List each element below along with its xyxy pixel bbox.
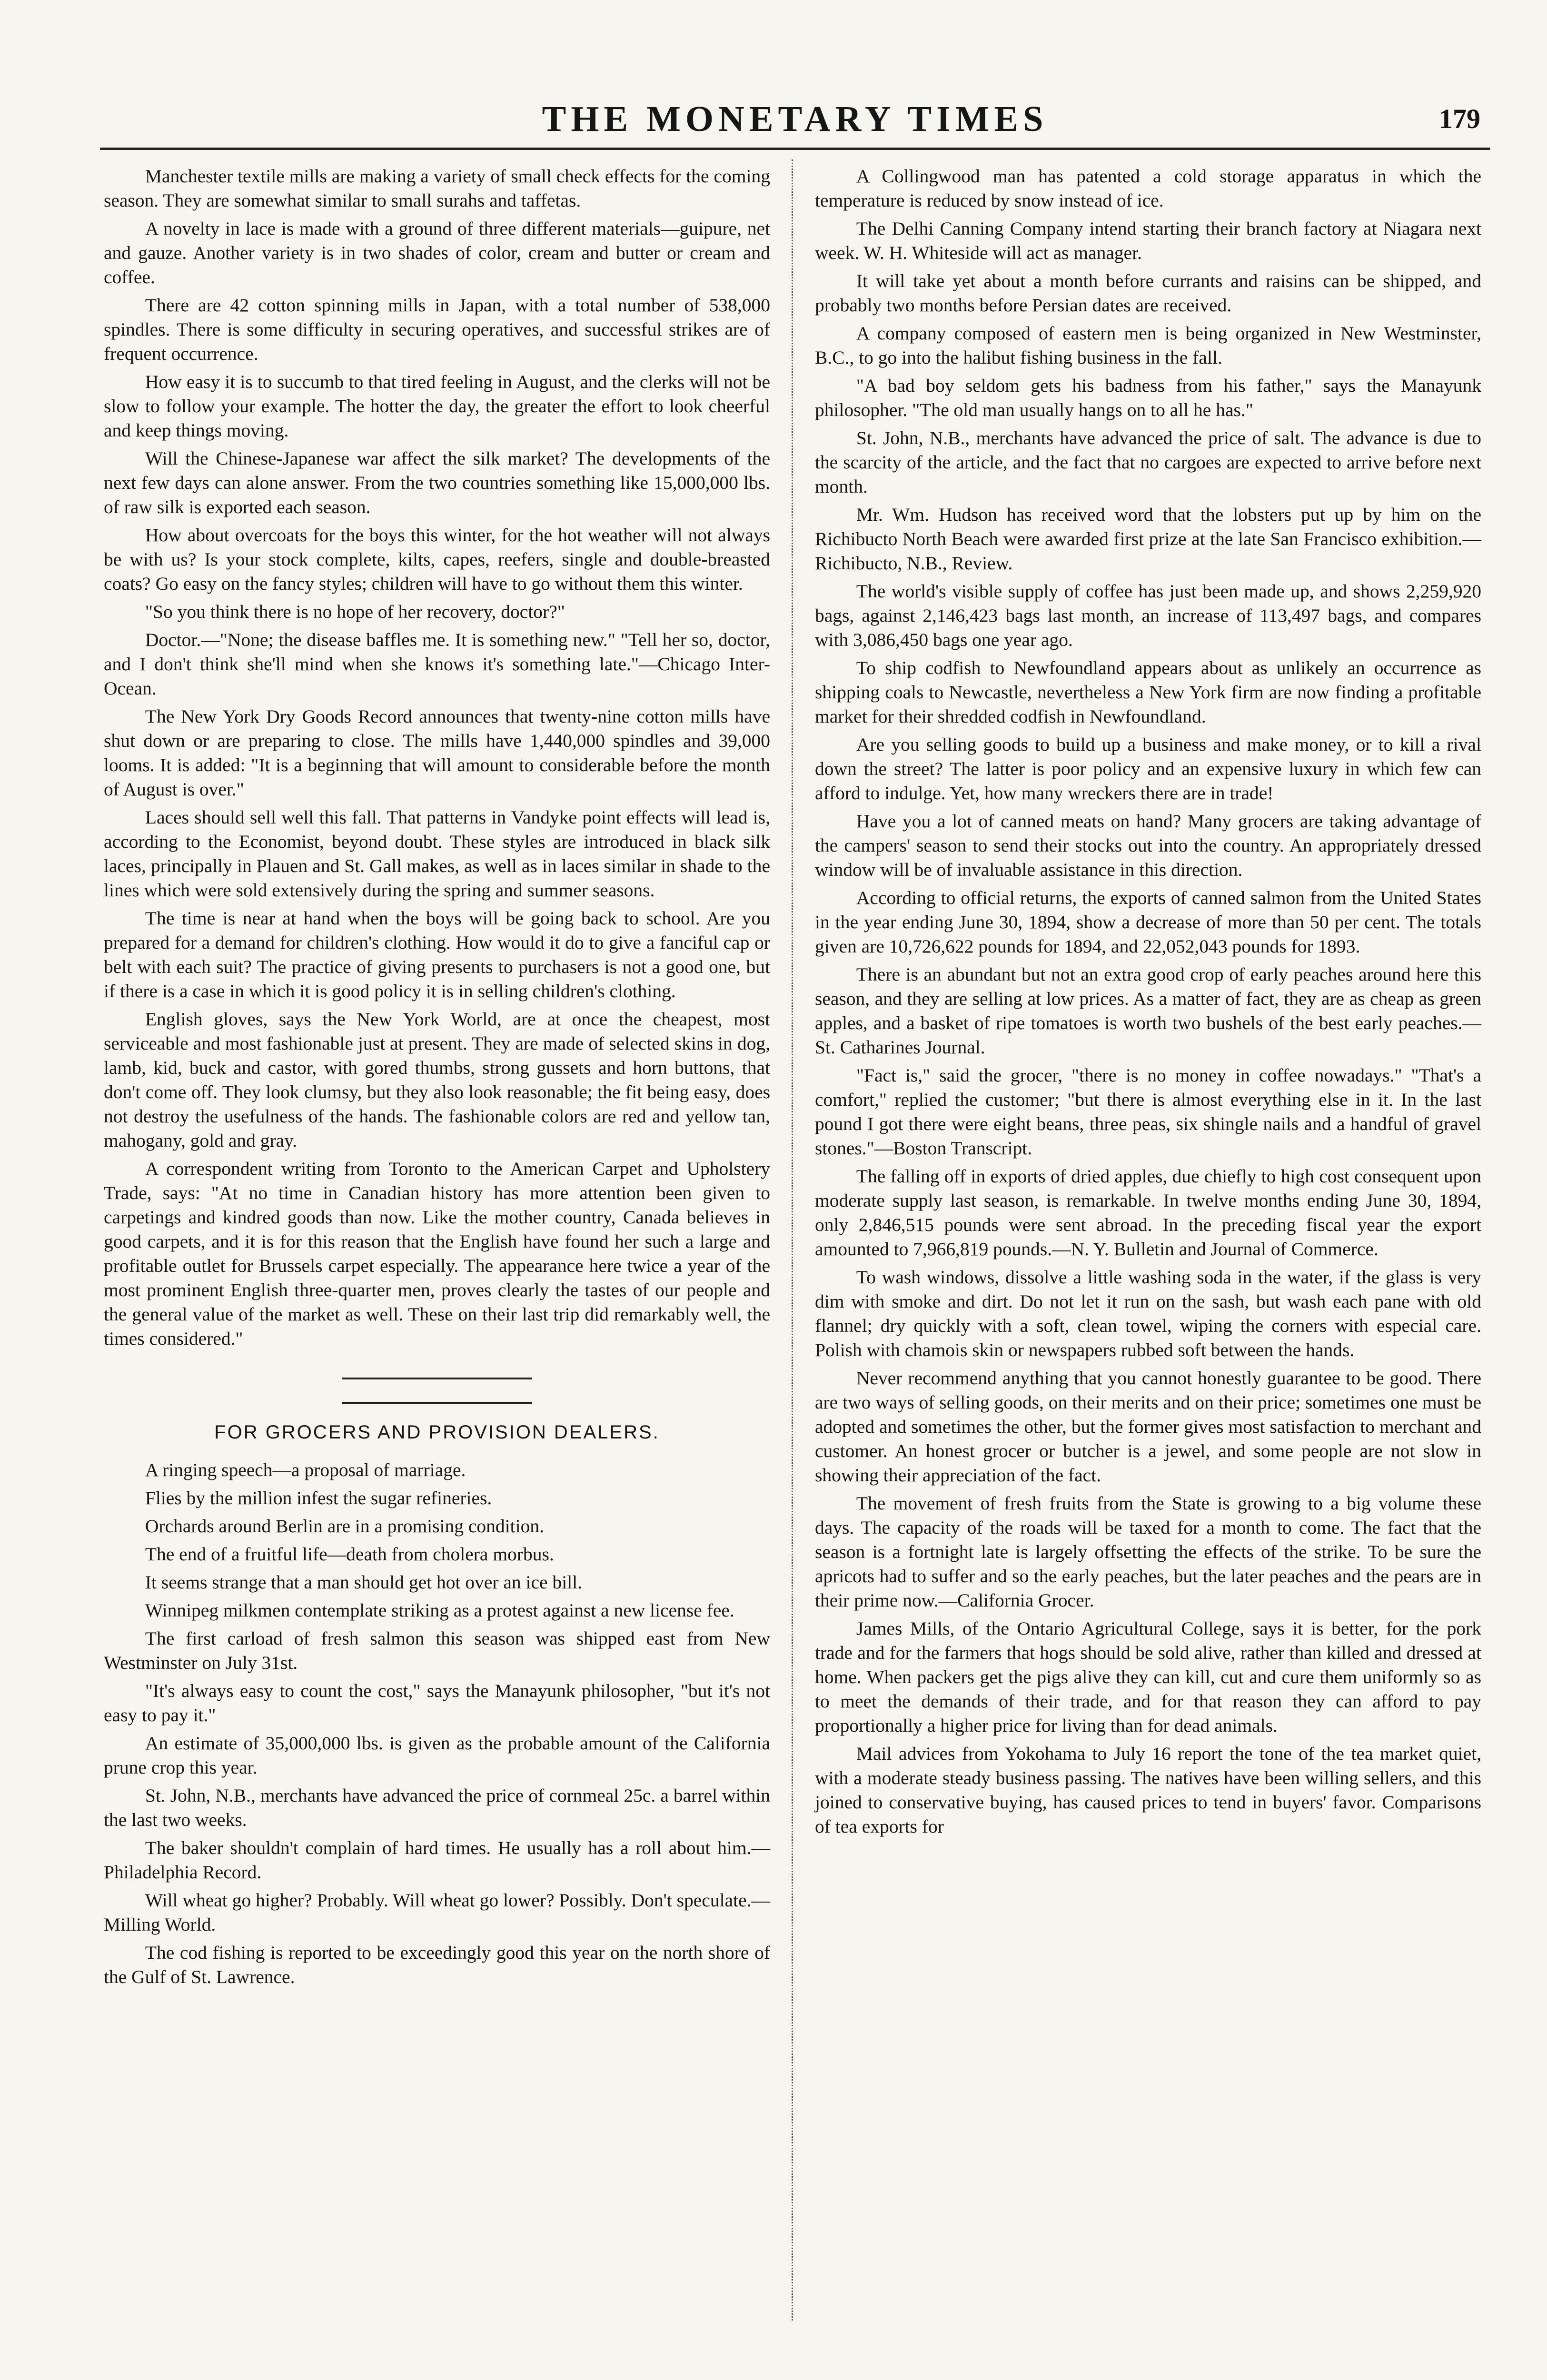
paragraph: Have you a lot of canned meats on hand? Many grocers are taking advantage of the campers' season to send their stocks out into the country. An appropriately dressed window will be of invaluable assistance in this direction.	[815, 811, 1481, 880]
paragraph: Will the Chinese-Japanese war affect the silk market? The developments of the next few days can alone answer. From the two countries something like 15,000,000 lbs. of raw silk is exported each season.	[104, 448, 770, 517]
left-column	[104, 164, 770, 1993]
paragraph: English gloves, says the New York World, are at once the cheapest, most serviceable and most fashionable just at present. They are made of selected skins in dog, lamb, kid, buck and castor, with gored thumbs, strong gussets and horn buttons, that don't come off. They look clumsy, but they also look reasonable; the fit being easy, does not destroy the usefulness of the hands. The fashionable colors are red and yellow tan, mahogany, gold and gray.	[104, 1009, 770, 1151]
paragraph: According to official returns, the exports of canned salmon from the United States in the year ending June 30, 1894, show a decrease of more than 50 per cent. The totals given are 10,726,622 pounds for 1894, and 22,052,043 pounds for 1893.	[815, 887, 1481, 957]
paragraph: Mail advices from Yokohama to July 16 report the tone of the tea market quiet, with a moderate steady business passing. The natives have been willing sellers, and this joined to conservative buying, has caused prices to tend in buyers' favor. Comparisons of tea exports for	[815, 1743, 1481, 1837]
paragraph: Never recommend anything that you cannot honestly guarantee to be good. There are two ways of selling goods, on their merits and on their price; sometimes one must be adopted and sometimes the other, but the former gives most satisfaction to merchant and customer. An honest grocer or butcher is a jewel, and some people are not slow in showing their appreciation of the fact.	[815, 1368, 1481, 1486]
paragraph: Manchester textile mills are making a variety of small check effects for the coming season. They are somewhat similar to small surahs and taffetas.	[104, 166, 770, 211]
paragraph: There are 42 cotton spinning mills in Japan, with a total number of 538,000 spindles. There is some difficulty in securing operatives, and successful strikes are of frequent occurrence.	[104, 295, 770, 364]
paragraph: The movement of fresh fruits from the State is growing to a big volume these days. The capacity of the roads will be taxed for a month to come. The fact that the season is a fortnight late is largely offsetting the effects of the strike. To be sure the apricots had to suffer and so the early peaches, but the later peaches and the pears are in their prime now.—California Grocer.	[815, 1493, 1481, 1611]
paragraph: James Mills, of the Ontario Agricultural College, says it is better, for the pork trade and for the farmers that hogs should be sold alive, rather than killed and dressed at home. When packers get the pigs alive they can kill, cut and cure them uniformly so as to meet the demands of their trade, and for that reason they can afford to pay proportionally a higher price for living than for dead animals.	[815, 1618, 1481, 1736]
grocer-item: The first carload of fresh salmon this season was shipped east from New Westminster on July 31st.	[104, 1628, 770, 1673]
paragraph: "A bad boy seldom gets his badness from his father," says the Manayunk philosopher. "The old man usually hangs on to all he has."	[815, 375, 1481, 420]
grocer-item: The baker shouldn't complain of hard times. He usually has a roll about him.—Philadelphia Record.	[104, 1837, 770, 1883]
paragraph: The Delhi Canning Company intend starting their branch factory at Niagara next week. W. H. Whiteside will act as manager.	[815, 218, 1481, 263]
paragraph: It will take yet about a month before currants and raisins can be shipped, and probably two months before Persian dates are received.	[815, 270, 1481, 316]
grocer-items	[104, 1458, 770, 1989]
paragraph: Mr. Wm. Hudson has received word that the lobsters put up by him on the Richibucto North Beach were awarded first prize at the late San Francisco exhibition.—Richibucto, N.B., Review.	[815, 504, 1481, 574]
right-column	[815, 164, 1481, 1843]
paragraph: Doctor.—"None; the disease baffles me. It is something new." "Tell her so, doctor, and I don't think she'll mind when she knows it's something late."—Chicago Inter-Ocean.	[104, 629, 770, 699]
paragraph: A novelty in lace is made with a ground of three different materials—guipure, net and gauze. Another variety is in two shades of color, cream and butter or cream and coffee.	[104, 218, 770, 288]
paragraph: To wash windows, dissolve a little washing soda in the water, if the glass is very dim with smoke and dirt. Do not let it run on the sash, but wash each pane with old flannel; dry quickly with a soft, clean towel, wiping the corners with especial care. Polish with chamois skin or newspapers rubbed soft between the hands.	[815, 1267, 1481, 1360]
paragraph: There is an abundant but not an extra good crop of early peaches around here this season, and they are selling at low prices. As a matter of fact, they are as cheap as green apples, and a basket of ripe tomatoes is worth two bushels of the best early peaches.—St. Catharines Journal.	[815, 964, 1481, 1058]
grocer-item: An estimate of 35,000,000 lbs. is given as the probable amount of the California prune crop this year.	[104, 1733, 770, 1778]
grocer-item: "It's always easy to count the cost," says the Manayunk philosopher, "but it's not easy to pay it."	[104, 1680, 770, 1726]
paragraph: "So you think there is no hope of her recovery, doctor?"	[145, 601, 565, 622]
paragraph: The time is near at hand when the boys will be going back to school. Are you prepared for a demand for children's clothing. How would it do to give a fanciful cap or belt with each suit? The practice of giving presents to purchasers is not a good one, but if there is a case in which it is good policy it is in selling children's clothing.	[104, 908, 770, 1002]
paragraph: A Collingwood man has patented a cold storage apparatus in which the temperature is reduced by snow instead of ice.	[815, 166, 1481, 211]
paragraph: How easy it is to succumb to that tired feeling in August, and the clerks will not be slow to follow your example. The hotter the day, the greater the effort to look cheerful and keep things moving.	[104, 371, 770, 441]
grocer-item: It seems strange that a man should get hot over an ice bill.	[145, 1572, 583, 1593]
header-rule	[100, 148, 1490, 150]
grocer-item: Flies by the million infest the sugar refineries.	[145, 1488, 492, 1508]
paragraph: The world's visible supply of coffee has just been made up, and shows 2,259,920 bags, against 2,146,423 bags last month, an increase of 113,497 bags, and compares with 3,086,450 bags one year ago.	[815, 581, 1481, 650]
paragraph: "Fact is," said the grocer, "there is no money in coffee nowadays." "That's a comfort," replied the customer; "but there is almost everything else in it. In the last pound I got there were eight beans, three peas, six shingle nails and a handful of gravel stones."—Boston Transcript.	[815, 1065, 1481, 1159]
paragraph: Laces should sell well this fall. That patterns in Vandyke point effects will lead is, according to the Economist, beyond doubt. These styles are introduced in black silk laces, principally in Plauen and St. Gall makes, as well as in laces similar in shade to the lines which were sold extensively during the spring and summer seasons.	[104, 807, 770, 901]
grocer-item: Orchards around Berlin are in a promising condition.	[145, 1516, 544, 1537]
paragraph: To ship codfish to Newfoundland appears about as unlikely an occurrence as shipping coals to Newcastle, nevertheless a New York firm are now finding a profitable market for their shredded codfish in Newfoundland.	[815, 657, 1481, 727]
page-header	[100, 95, 1490, 143]
grocer-item: Winnipeg milkmen contemplate striking as a protest against a new license fee.	[145, 1600, 734, 1621]
grocer-item: The cod fishing is reported to be exceedingly good this year on the north shore of the Gulf of St. Lawrence.	[104, 1942, 770, 1987]
paragraph: The falling off in exports of dried apples, due chiefly to high cost consequent upon moderate supply last season, is remarkable. In twelve months ending June 30, 1894, only 2,846,515 pounds were sent abroad. In the preceding fiscal year the export amounted to 7,966,819 pounds.—N. Y. Bulletin and Journal of Commerce.	[815, 1166, 1481, 1259]
page-number: 179	[1439, 103, 1480, 134]
paragraph: Are you selling goods to build up a business and make money, or to kill a rival down the street? The latter is poor policy and an expensive luxury in which few can afford to indulge. Yet, how many wreckers there are in trade!	[815, 734, 1481, 803]
paragraph: A company composed of eastern men is being organized in New Westminster, B.C., to go into the halibut fishing business in the fall.	[815, 323, 1481, 368]
paragraph: St. John, N.B., merchants have advanced the price of salt. The advance is due to the scarcity of the article, and the fact that no cargoes are expected to arrive before next month.	[815, 427, 1481, 497]
grocer-item: The end of a fruitful life—death from cholera morbus.	[145, 1544, 554, 1565]
section-divider	[104, 1363, 770, 1412]
paragraph: How about overcoats for the boys this winter, for the hot weather will not always be with us? Is your stock complete, kilts, capes, reefers, single and double-breasted coats? Go easy on the fancy styles; children will have to go without them this winter.	[104, 525, 770, 594]
section-rule-bottom	[342, 1402, 532, 1404]
column-divider	[792, 159, 793, 2320]
grocer-item: Will wheat go higher? Probably. Will wheat go lower? Possibly. Don't speculate.—Milling World.	[104, 1890, 770, 1935]
grocer-item: A ringing speech—a proposal of marriage.	[145, 1459, 466, 1480]
section-heading: FOR GROCERS AND PROVISION DEALERS.	[214, 1422, 660, 1443]
grocer-item: St. John, N.B., merchants have advanced the price of cornmeal 25c. a barrel within the last two weeks.	[104, 1785, 770, 1830]
paragraph: A correspondent writing from Toronto to the American Carpet and Upholstery Trade, says: "At no time in Canadian history has more attention been given to carpetings and kindred goods than now. Like the mother country, Canada believes in good carpets, and it is for this reason that the English have found her such a large and profitable outlet for Brussels carpet especially. The appearance here twice a year of the most prominent English three-quarter men, proves clearly the tastes of our people and the general value of the market as well. These on their last trip did remarkably well, the times considered."	[104, 1158, 770, 1349]
running-title: THE MONETARY TIMES	[542, 99, 1048, 139]
section-rule-top	[342, 1378, 532, 1379]
paragraph: The New York Dry Goods Record announces that twenty-nine cotton mills have shut down or are preparing to close. The mills have 1,440,000 spindles and 39,000 looms. It is added: "It is a beginning that will amount to considerable before the month of August is over."	[104, 706, 770, 800]
